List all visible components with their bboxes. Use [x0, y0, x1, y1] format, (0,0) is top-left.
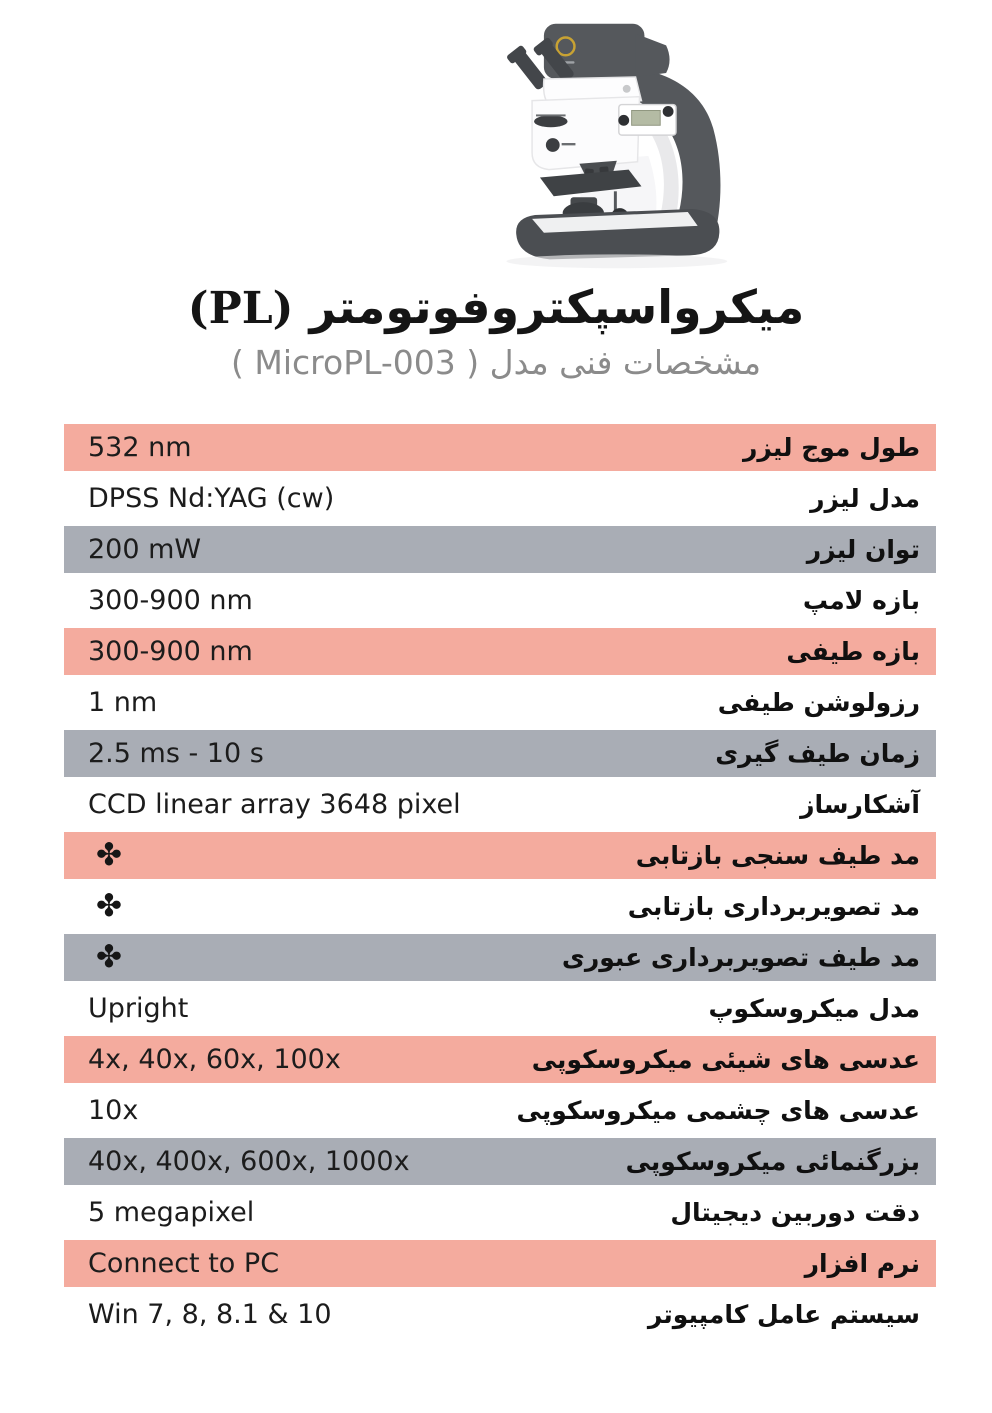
spec-value: Win 7, 8, 8.1 & 10	[88, 1299, 332, 1330]
spec-value: 300-900 nm	[88, 636, 253, 667]
spec-row	[64, 730, 936, 777]
check-mark-icon: ✤	[96, 837, 122, 873]
spec-row	[64, 1087, 936, 1134]
page-title	[0, 282, 992, 333]
spec-row	[64, 424, 936, 471]
page-subtitle: مشخصات فنی مدل ( MicroPL-003 )	[231, 343, 761, 382]
spec-label: نرم افزار	[804, 1249, 920, 1278]
microscope-image	[432, 6, 780, 282]
spec-row	[64, 985, 936, 1032]
spec-value: 4x, 40x, 60x, 100x	[88, 1044, 341, 1075]
spec-value: 40x, 400x, 600x, 1000x	[88, 1146, 410, 1177]
spec-value: 10x	[88, 1095, 139, 1126]
spec-row	[64, 475, 936, 522]
spec-row	[64, 679, 936, 726]
spec-row	[64, 832, 936, 879]
spec-value: 532 nm	[88, 432, 192, 463]
spec-row	[64, 781, 936, 828]
page-title-model-code: (PL)	[187, 283, 294, 334]
spec-value: 5 megapixel	[88, 1197, 255, 1228]
spec-label: بازه طیفی	[786, 637, 920, 666]
spec-table	[64, 424, 936, 1342]
spec-row	[64, 628, 936, 675]
spec-row	[64, 1036, 936, 1083]
spec-value: DPSS Nd:YAG (cw)	[88, 483, 335, 514]
spec-row	[64, 577, 936, 624]
spec-label: رزولوشن طیفی	[717, 688, 920, 717]
spec-label: مدل میکروسکوپ	[708, 994, 920, 1023]
spec-label: بزرگنمائی میکروسکوپی	[625, 1147, 920, 1176]
spec-label: عدسی های چشمی میکروسکوپی	[516, 1096, 920, 1125]
check-mark-icon: ✤	[96, 888, 122, 924]
spec-label: آشکارساز	[800, 790, 920, 819]
spec-row	[64, 1138, 936, 1185]
spec-row	[64, 526, 936, 573]
spec-row	[64, 934, 936, 981]
spec-row	[64, 1291, 936, 1338]
spec-label: مد تصویربرداری بازتابی	[627, 892, 920, 921]
spec-row	[64, 1189, 936, 1236]
spec-value: 300-900 nm	[88, 585, 253, 616]
spec-value: 1 nm	[88, 687, 158, 718]
spec-label: مدل لیزر	[810, 484, 920, 513]
spec-value: Upright	[88, 993, 189, 1024]
spec-label: سیستم عامل کامپیوتر	[647, 1300, 920, 1329]
spec-label: بازه لامپ	[802, 586, 920, 615]
spec-label: طول موج لیزر	[742, 433, 920, 462]
page-title-fa: میکرواسپکتروفوتومتر	[309, 280, 805, 334]
spec-value: Connect to PC	[88, 1248, 280, 1279]
spec-label: زمان طیف گیری	[715, 739, 920, 768]
spec-value: 2.5 ms - 10 s	[88, 738, 264, 769]
spec-label: مد طیف سنجی بازتابی	[635, 841, 920, 870]
spec-row	[64, 1240, 936, 1287]
spec-row	[64, 883, 936, 930]
spec-label: توان لیزر	[806, 535, 920, 564]
spec-value: CCD linear array 3648 pixel	[88, 789, 461, 820]
spec-value: 200 mW	[88, 534, 202, 565]
spec-label: عدسی های شیئی میکروسکوپی	[531, 1045, 920, 1074]
check-mark-icon: ✤	[96, 939, 122, 975]
spec-label: مد طیف تصویربرداری عبوری	[561, 943, 920, 972]
spec-label: دقت دوربین دیجیتال	[670, 1198, 920, 1227]
